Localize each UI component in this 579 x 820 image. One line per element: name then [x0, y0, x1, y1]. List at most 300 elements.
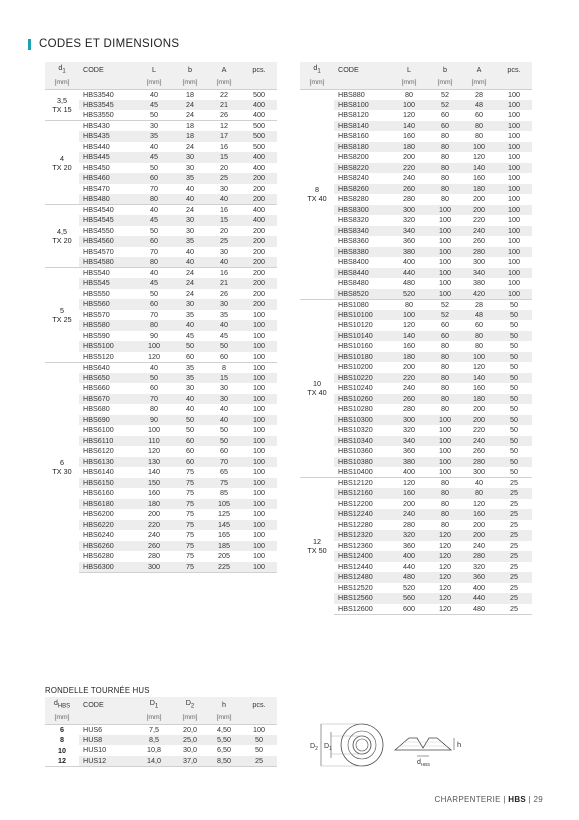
cell-L: 260 [390, 394, 428, 405]
col-code: CODE [79, 62, 135, 78]
cell-code: HBS430 [79, 121, 135, 132]
col-h: h [207, 697, 241, 713]
cell-L: 160 [403, 341, 415, 351]
cell-A: 200 [462, 205, 496, 216]
cell-A: 105 [207, 499, 241, 510]
cell-A: 15 [207, 215, 241, 226]
cell-L: 560 [390, 593, 428, 604]
cell-pcs: 50 [255, 745, 263, 755]
cell-b: 80 [428, 352, 462, 363]
cell-code: HBS10260 [334, 394, 390, 405]
cell-L: 40 [135, 362, 173, 373]
cell-pcs: 100 [241, 320, 277, 331]
unit-b: [mm] [173, 78, 207, 89]
cell-b: 80 [441, 362, 449, 372]
cell-code: HBS480 [79, 194, 135, 205]
diameter-group-label [45, 205, 79, 268]
cell-A: 50 [207, 341, 241, 352]
cell-code: HUS8 [79, 735, 135, 746]
table-row [300, 163, 532, 174]
unit-d1: [mm] [45, 78, 79, 89]
cell-code: HBS10400 [338, 467, 373, 476]
drive-size: TX 50 [307, 546, 327, 555]
cell-A: 28 [462, 299, 496, 310]
cell-pcs: 50 [510, 341, 518, 351]
table-row [45, 320, 277, 331]
cell-b: 100 [428, 436, 462, 447]
cell-pcs: 100 [253, 509, 265, 519]
table-row [300, 131, 532, 142]
table-row [45, 100, 277, 111]
cell-code: HBS10240 [338, 383, 373, 393]
cell-pcs: 100 [253, 467, 265, 477]
cell-L: 120 [390, 478, 428, 489]
cell-b: 80 [428, 478, 462, 489]
table-row [300, 236, 532, 247]
cell-A: 20 [220, 162, 228, 172]
cell-A: 240 [473, 540, 485, 550]
cell-b: 60 [441, 110, 449, 120]
unit-code-empty [334, 78, 390, 89]
cell-A: 70 [207, 457, 241, 468]
cell-b: 120 [439, 582, 451, 592]
cell-code: HBS6100 [83, 425, 114, 435]
cell-A: 200 [473, 404, 485, 414]
table-row [300, 457, 532, 468]
table-row [300, 226, 532, 237]
drive-size: TX 15 [52, 104, 72, 114]
cell-pcs: 400 [241, 152, 277, 163]
unit-h: [mm] [207, 713, 241, 724]
cell-L: 240 [403, 173, 415, 183]
cell-pcs: 100 [253, 404, 265, 414]
cell-L: 360 [403, 236, 415, 246]
cell-A: 15 [207, 152, 241, 163]
cell-code: HBS6140 [83, 467, 114, 477]
table-row [45, 247, 277, 258]
cell-pcs: 100 [508, 173, 520, 183]
cell-A: 400 [473, 582, 485, 592]
cell-code: HBS8320 [338, 215, 369, 225]
hus-table [45, 697, 277, 767]
cell-A: 80 [462, 331, 496, 342]
cell-L: 50 [150, 110, 158, 119]
table-row [45, 520, 277, 531]
cell-b: 30 [186, 162, 194, 172]
cell-pcs: 400 [241, 215, 277, 226]
cell-L: 340 [390, 436, 428, 447]
cell-b: 80 [441, 194, 449, 204]
cell-L: 260 [390, 184, 428, 195]
cell-A: 160 [462, 509, 496, 520]
drive-size: TX 30 [52, 467, 72, 477]
cell-L: 180 [135, 499, 173, 510]
cell-b: 60 [441, 320, 449, 330]
cell-b: 60 [173, 436, 207, 447]
cell-code: HUS6 [79, 724, 135, 735]
cell-A: 125 [218, 509, 230, 519]
diameter-group-label [300, 299, 334, 478]
cell-code: HBS8380 [334, 247, 390, 258]
table-row [45, 551, 277, 562]
cell-A: 180 [462, 184, 496, 195]
cell-L: 30 [135, 121, 173, 132]
table-row [300, 110, 532, 121]
cell-A: 440 [462, 593, 496, 604]
table-row [45, 89, 277, 100]
table-row [300, 383, 532, 394]
cell-pcs: 25 [241, 756, 277, 767]
cell-code: HBS435 [79, 131, 135, 142]
table-row [300, 478, 532, 489]
table-row [45, 184, 277, 195]
table-row [45, 341, 277, 352]
cell-pcs: 25 [496, 604, 532, 615]
diameter-value: 10 [313, 379, 321, 389]
cell-L: 60 [135, 299, 173, 310]
cell-code: HBS580 [79, 320, 135, 331]
cell-L: 180 [390, 352, 428, 363]
cell-A: 40 [207, 320, 241, 331]
cell-b: 100 [439, 236, 451, 246]
cell-A: 16 [207, 205, 241, 216]
cell-A: 260 [473, 236, 485, 246]
cell-b: 50 [186, 425, 194, 435]
cell-pcs: 200 [241, 257, 277, 268]
cell-pcs: 100 [241, 478, 277, 489]
cell-pcs: 100 [496, 142, 532, 153]
cell-pcs: 50 [496, 331, 532, 342]
diameter-value: 4 [60, 153, 64, 163]
cell-pcs: 500 [253, 141, 265, 151]
table-row [300, 299, 532, 310]
col-pcs: pcs. [241, 697, 277, 713]
cell-pcs: 50 [510, 320, 518, 330]
diameter-group-label [45, 121, 79, 205]
cell-pcs: 25 [510, 582, 518, 592]
table-row [45, 215, 277, 226]
cell-b: 30 [186, 225, 194, 235]
cell-A: 120 [473, 362, 485, 372]
cell-b: 60 [186, 351, 194, 361]
cell-b: 80 [428, 163, 462, 174]
cell-L: 45 [135, 215, 173, 226]
cell-A: 26 [220, 110, 228, 119]
cell-b: 24 [186, 288, 194, 298]
cell-A: 48 [462, 310, 496, 321]
cell-b: 24 [173, 268, 207, 279]
cell-code: HBS4550 [83, 225, 114, 235]
label-D2: $D_2$ [310, 743, 318, 752]
cell-pcs: 50 [510, 467, 518, 476]
cell-h: 8,50 [207, 756, 241, 767]
cell-pcs: 25 [496, 509, 532, 520]
cell-pcs: 200 [253, 246, 265, 256]
cell-b: 100 [428, 289, 462, 300]
cell-code: HBS8200 [338, 152, 369, 162]
cell-b: 30 [173, 215, 207, 226]
table-row [300, 436, 532, 447]
table-row [300, 247, 532, 258]
unit-D2: [mm] [173, 713, 207, 724]
cell-L: 80 [390, 299, 428, 310]
cell-code: HBS12160 [334, 488, 390, 499]
cell-code: HBS6120 [83, 446, 114, 456]
diameter-value: 6 [60, 458, 64, 468]
cell-code: HBS3540 [79, 89, 135, 100]
cell-pcs: 50 [510, 404, 518, 414]
cell-A: 420 [462, 289, 496, 300]
cell-L: 140 [148, 467, 160, 477]
cell-b: 120 [428, 551, 462, 562]
cell-code: HBS440 [83, 141, 110, 151]
cell-D2: 37,0 [173, 756, 207, 767]
cell-code: HBS8160 [338, 131, 369, 141]
cell-code: HBS12120 [334, 478, 390, 489]
cell-L: 160 [390, 488, 428, 499]
col-b: b [173, 62, 207, 78]
cell-b: 52 [428, 100, 462, 111]
cell-dhbs: 10 [45, 745, 79, 756]
cell-L: 200 [403, 152, 415, 162]
col-d1: $d_1$ [300, 62, 334, 78]
cell-L: 240 [148, 530, 160, 540]
cell-code: HBS8400 [338, 257, 369, 267]
cell-L: 240 [403, 383, 415, 393]
cell-L: 40 [135, 268, 173, 279]
cell-code: HBS8100 [334, 100, 390, 111]
cell-code: HBS10220 [334, 373, 390, 384]
unit-pcs-empty [241, 78, 277, 89]
cell-code: HBS10180 [334, 352, 390, 363]
table-row [45, 194, 277, 205]
cell-A: 340 [462, 268, 496, 279]
cell-D1: 8,5 [135, 735, 173, 746]
cell-A: 200 [473, 194, 485, 204]
cell-pcs: 100 [241, 415, 277, 426]
cell-pcs: 50 [510, 383, 518, 393]
cell-L: 120 [148, 351, 160, 361]
cell-code: HBS8120 [338, 110, 369, 120]
cell-A: 160 [473, 173, 485, 183]
cell-L: 380 [390, 247, 428, 258]
table-row [300, 562, 532, 573]
cell-b: 120 [428, 530, 462, 541]
cell-b: 100 [428, 205, 462, 216]
cell-A: 21 [207, 278, 241, 289]
cell-pcs: 100 [241, 362, 277, 373]
cell-code: HBS6150 [79, 478, 135, 489]
cell-A: 25 [207, 173, 241, 184]
cell-b: 75 [173, 499, 207, 510]
washer-diagram [305, 718, 475, 778]
cell-A: 30 [220, 383, 228, 393]
col-code: CODE [334, 62, 390, 78]
cell-pcs: 100 [253, 488, 265, 498]
cell-code: HBS8300 [334, 205, 390, 216]
cell-A: 40 [207, 194, 241, 205]
cell-code: HBS12560 [334, 593, 390, 604]
cell-code: HBS6180 [79, 499, 135, 510]
cell-code: HBS6200 [83, 509, 114, 519]
washer-side-view [395, 738, 461, 767]
cell-code: HBS10140 [334, 331, 390, 342]
cell-pcs: 50 [241, 735, 277, 746]
cell-A: 100 [462, 142, 496, 153]
cell-pcs: 50 [496, 394, 532, 405]
cell-b: 80 [428, 394, 462, 405]
cell-pcs: 100 [253, 551, 265, 561]
drive-size: TX 20 [52, 162, 72, 172]
table-row [300, 425, 532, 436]
cell-b: 40 [173, 257, 207, 268]
unit-L: [mm] [135, 78, 173, 89]
cell-code: HBS8480 [338, 278, 369, 288]
cell-L: 480 [390, 572, 428, 583]
cell-b: 52 [428, 299, 462, 310]
table-row [45, 236, 277, 247]
cell-L: 280 [403, 194, 415, 204]
cell-D1: 7,5 [135, 724, 173, 735]
cell-code: HBS4580 [79, 257, 135, 268]
cell-code: HBS8280 [338, 194, 369, 204]
cell-A: 280 [462, 551, 496, 562]
table-row [45, 383, 277, 394]
cell-b: 80 [441, 173, 449, 183]
cell-b: 24 [173, 100, 207, 111]
cell-code: HBS3550 [83, 110, 114, 119]
cell-code: HBS12480 [334, 572, 390, 583]
cell-A: 80 [462, 488, 496, 499]
table-row [300, 394, 532, 405]
cell-code: HBS8240 [338, 173, 369, 183]
cell-A: 16 [207, 268, 241, 279]
cell-pcs: 25 [496, 593, 532, 604]
cell-code: HBS445 [79, 152, 135, 163]
cell-A: 300 [473, 257, 485, 267]
cell-b: 100 [439, 278, 451, 288]
cell-L: 70 [150, 309, 158, 319]
cell-A: 22 [207, 89, 241, 100]
cell-L: 300 [135, 562, 173, 573]
cell-L: 300 [390, 205, 428, 216]
cell-b: 100 [439, 257, 451, 267]
cell-b: 80 [428, 509, 462, 520]
cell-A: 80 [462, 121, 496, 132]
col-pcs: pcs. [241, 62, 277, 78]
table-row [45, 541, 277, 552]
cell-pcs: 200 [241, 268, 277, 279]
cell-A: 17 [207, 131, 241, 142]
cell-pcs: 100 [496, 184, 532, 195]
cell-pcs: 25 [510, 519, 518, 529]
cell-b: 60 [186, 446, 194, 456]
cell-A: 140 [462, 373, 496, 384]
table-row [300, 173, 532, 184]
cell-b: 18 [173, 89, 207, 100]
cell-A: 185 [207, 541, 241, 552]
cell-b: 30 [173, 299, 207, 310]
cell-b: 75 [186, 488, 194, 498]
cell-b: 100 [428, 268, 462, 279]
table-row [45, 478, 277, 489]
table-row [300, 530, 532, 541]
cell-pcs: 100 [508, 131, 520, 141]
cell-pcs: 100 [241, 436, 277, 447]
cell-b: 100 [439, 467, 451, 476]
cell-pcs: 100 [496, 163, 532, 174]
cell-A: 60 [220, 351, 228, 361]
cell-A: 80 [475, 341, 483, 351]
cell-L: 320 [390, 530, 428, 541]
cell-pcs: 100 [241, 562, 277, 573]
cell-h: 4,50 [207, 724, 241, 735]
col-D2: $D_2$ [173, 697, 207, 713]
cell-pcs: 200 [253, 183, 265, 193]
cell-code: HBS10280 [338, 404, 373, 414]
cell-L: 120 [148, 446, 160, 456]
cell-pcs: 100 [253, 425, 265, 435]
cell-A: 280 [462, 247, 496, 258]
cell-code: HBS8340 [334, 226, 390, 237]
cell-b: 24 [186, 141, 194, 151]
unit-pcs-empty [496, 78, 532, 89]
label-D1: $D_1$ [324, 743, 332, 752]
cell-b: 40 [173, 394, 207, 405]
cell-b: 40 [186, 183, 194, 193]
cell-A: 40 [207, 257, 241, 268]
cell-A: 60 [475, 110, 483, 120]
cell-A: 20 [220, 225, 228, 235]
cell-L: 70 [150, 246, 158, 256]
cell-b: 100 [439, 446, 451, 456]
cell-b: 120 [439, 561, 451, 571]
table-row [300, 541, 532, 552]
table-row [300, 593, 532, 604]
table-row [45, 362, 277, 373]
cell-dhbs: 8 [45, 735, 79, 746]
cell-b: 80 [428, 184, 462, 195]
table-row [300, 152, 532, 163]
cell-code: HBS6220 [79, 520, 135, 531]
col-A: A [207, 62, 241, 78]
cell-code: HBS5120 [83, 351, 114, 361]
cell-b: 18 [173, 131, 207, 142]
title-accent-bar [28, 39, 31, 50]
cell-code: HBS640 [79, 362, 135, 373]
table-row [300, 289, 532, 300]
unit-dhbs: [mm] [45, 713, 79, 724]
cell-L: 110 [135, 436, 173, 447]
cell-b: 50 [173, 415, 207, 426]
cell-pcs: 100 [508, 215, 520, 225]
cell-pcs: 200 [253, 225, 265, 235]
cell-A: 75 [207, 478, 241, 489]
table-row [45, 310, 277, 321]
cell-L: 40 [135, 89, 173, 100]
cell-pcs: 50 [496, 457, 532, 468]
cell-A: 15 [207, 373, 241, 384]
cell-b: 100 [428, 247, 462, 258]
cell-pcs: 50 [496, 299, 532, 310]
col-L: L [135, 62, 173, 78]
cell-A: 80 [475, 131, 483, 141]
cell-b: 30 [173, 152, 207, 163]
table-row [300, 488, 532, 499]
table-row [300, 142, 532, 153]
cell-code: HBS12280 [338, 519, 373, 529]
cell-code: HBS560 [79, 299, 135, 310]
